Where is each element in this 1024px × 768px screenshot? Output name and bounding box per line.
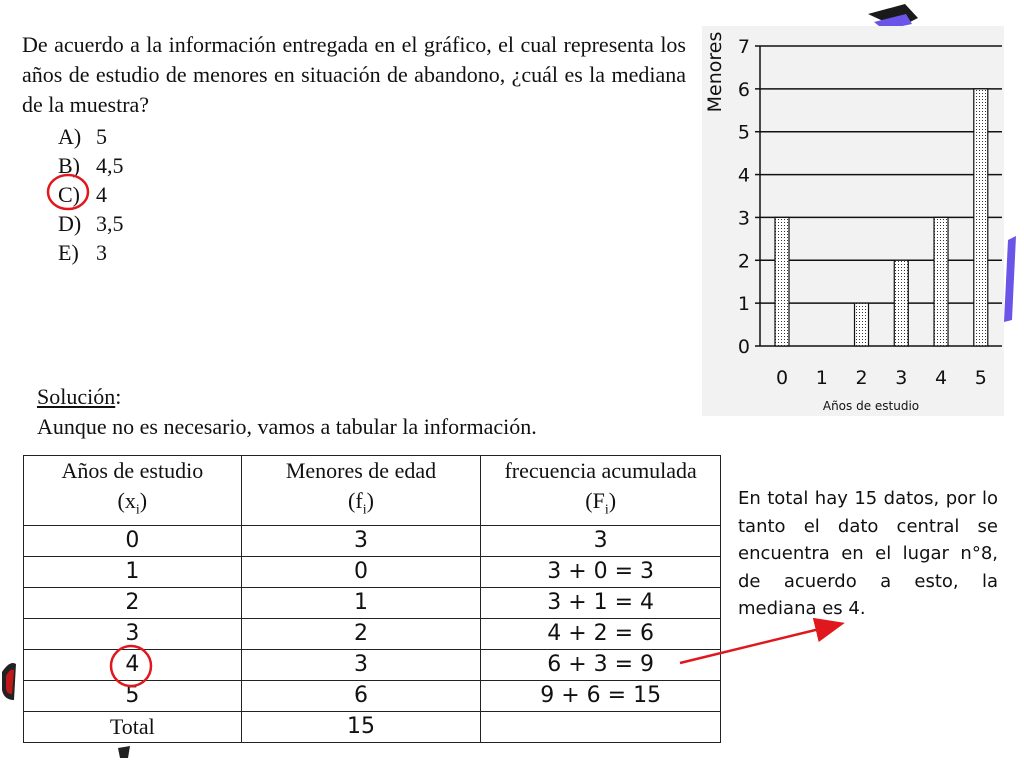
header-symbol-base: (F (585, 488, 605, 513)
table-cell: 3 (481, 526, 721, 557)
table-row (24, 588, 721, 619)
question-paragraph: De acuerdo a la información entregada en el gráfico, el cual representa los años de estudio de menores en situación de abandono, ¿cuál es la mediana de la muestra? (22, 32, 686, 117)
table-cell: 0 (241, 557, 481, 588)
answer-option (58, 151, 124, 180)
table-row (24, 557, 721, 588)
table-cell: 6 (241, 681, 481, 712)
option-letter: C) (58, 182, 80, 207)
bar (974, 89, 988, 346)
table-cell: 1 (24, 557, 242, 588)
option-value: 3 (96, 240, 107, 265)
header-symbol (24, 486, 241, 525)
explanation-note: En total hay 15 datos, por lo tanto el dato central se encuentra en el lugar n°8, de acuerdo a esto, la mediana es 4. (738, 488, 998, 619)
y-tick-label: 3 (737, 207, 750, 230)
x-tick-label: 3 (895, 367, 908, 389)
table-cell: 5 (24, 681, 242, 712)
table-cell: 3 (241, 526, 481, 557)
header-symbol (481, 486, 720, 525)
table-row (24, 712, 721, 743)
deco-purple-right (1004, 236, 1016, 322)
question-text (22, 30, 686, 120)
frequency-table (23, 455, 721, 743)
bar-chart (702, 26, 1004, 416)
header-symbol (242, 486, 481, 525)
x-tick-label: 2 (855, 367, 868, 389)
header-symbol-subscript: i (135, 502, 140, 518)
bar (855, 303, 869, 346)
x-tick-label: 5 (974, 367, 987, 389)
header-symbol-base: (f (348, 488, 363, 513)
y-tick-label: 1 (737, 293, 750, 316)
table-cell: 3 (241, 650, 481, 681)
table-header-row (24, 456, 721, 526)
table-cell (481, 712, 721, 743)
header-symbol-close: ) (366, 488, 374, 513)
option-value: 3,5 (96, 211, 124, 236)
table-row (24, 526, 721, 557)
header-symbol-subscript: i (362, 502, 367, 518)
table-header-cell (241, 456, 481, 526)
table-cell: 1 (241, 588, 481, 619)
answer-option (58, 209, 124, 238)
table-cell: 9 + 6 = 15 (481, 681, 721, 712)
table-cell: 3 + 1 = 4 (481, 588, 721, 619)
table-cell: 0 (24, 526, 242, 557)
table-cell: 6 + 3 = 9 (481, 650, 721, 681)
option-letter: E) (58, 240, 79, 265)
answer-option (58, 122, 124, 151)
option-value: 5 (96, 124, 107, 149)
table-cell: 3 + 0 = 3 (481, 557, 721, 588)
header-symbol-base: (x (117, 488, 136, 513)
answer-options (58, 122, 124, 267)
y-tick-label: 0 (737, 336, 750, 358)
table-cell: 15 (241, 712, 481, 743)
header-title: Años de estudio (61, 458, 204, 483)
option-letter: A) (58, 124, 82, 149)
header-title: frecuencia acumulada (504, 458, 697, 483)
y-axis-label: Menores (704, 31, 726, 113)
table-row (24, 619, 721, 650)
solution-section (37, 382, 537, 442)
table-row (24, 650, 721, 681)
chart-svg (702, 26, 1004, 416)
header-title: Menores de edad (285, 458, 437, 483)
x-tick-label: 0 (775, 367, 789, 389)
x-tick-label: 4 (934, 367, 948, 389)
table-row (24, 681, 721, 712)
option-letter: B) (58, 153, 80, 178)
answer-option (58, 238, 124, 267)
y-tick-label: 5 (737, 121, 750, 144)
bar (894, 260, 908, 346)
table-header-cell (24, 456, 242, 526)
y-tick-label: 2 (737, 250, 750, 273)
solution-heading-colon: : (115, 384, 122, 409)
table-cell: 3 (24, 619, 242, 650)
header-symbol-close: ) (608, 488, 617, 513)
header-symbol-subscript: i (604, 502, 609, 518)
bar (775, 217, 789, 346)
table-header-cell (481, 456, 721, 526)
table-cell: 2 (24, 588, 242, 619)
x-axis-label: Años de estudio (822, 399, 920, 413)
y-tick-label: 4 (737, 164, 750, 187)
bar (934, 217, 948, 346)
y-tick-label: 7 (737, 36, 750, 58)
answer-option (58, 180, 124, 209)
table-cell: 2 (241, 619, 481, 650)
table-cell: Total (24, 712, 242, 743)
x-tick-label: 1 (815, 367, 828, 389)
deco-dark-bottom (118, 746, 130, 758)
option-value: 4,5 (96, 153, 124, 178)
header-symbol-close: ) (139, 488, 148, 513)
option-value: 4 (96, 182, 107, 207)
table-cell: 4 (24, 650, 242, 681)
solution-heading: Solución (37, 384, 116, 409)
option-letter: D) (58, 211, 82, 236)
solution-intro: Aunque no es necesario, vamos a tabular la información. (37, 414, 537, 439)
table-cell: 4 + 2 = 6 (481, 619, 721, 650)
y-tick-label: 6 (737, 78, 750, 101)
